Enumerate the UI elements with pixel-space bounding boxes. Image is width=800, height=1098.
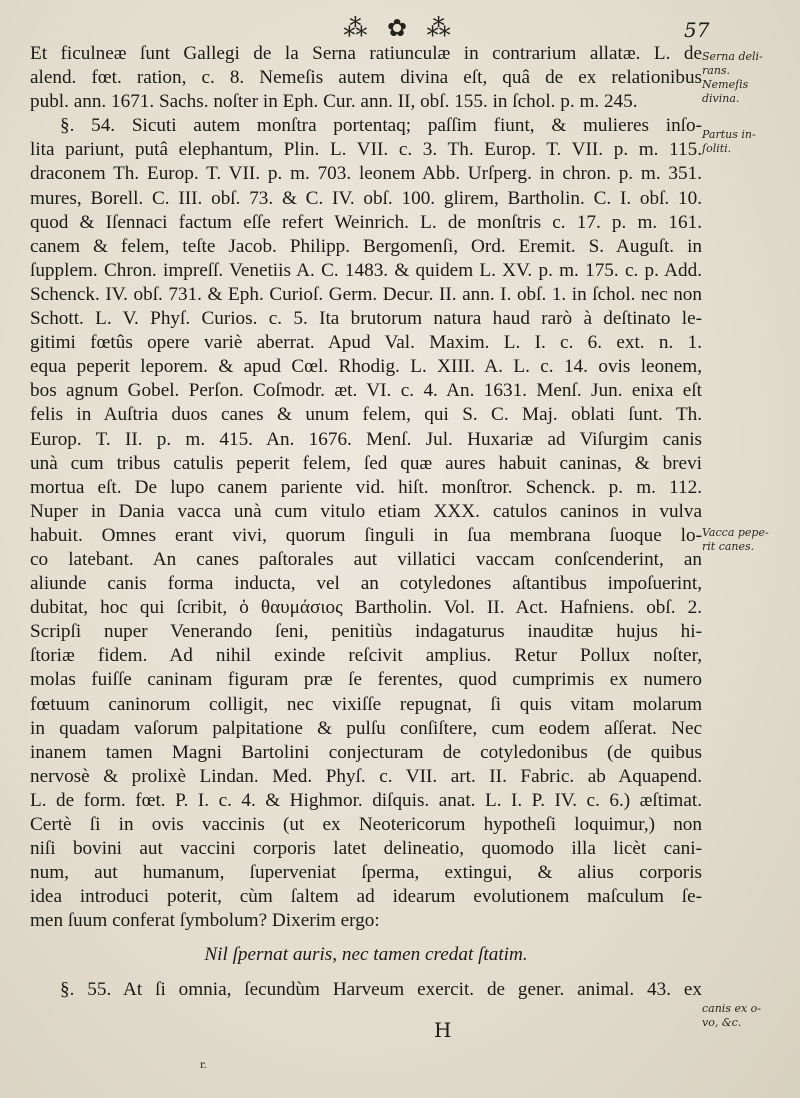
margin-note-line: rit canes. bbox=[702, 540, 755, 553]
margin-note-line: ſoliti. bbox=[702, 142, 732, 155]
margin-note-line: canis ex o- bbox=[702, 1002, 762, 1015]
stray-mark: r. bbox=[200, 1060, 207, 1071]
text-line: dubitat, hoc qui ſcribit, ὁ θαυμάσιος Bartholin. Vol. II. Act. Hafniens. obſ. 2. bbox=[30, 597, 702, 619]
text-line: aliunde canis forma inducta, vel an cotyledones aſtantibus impoſuerint, bbox=[30, 573, 702, 595]
text-line: nervosè & prolixè Lindan. Med. Phyſ. c. VII. art. II. Fabric. ab Aquapend. bbox=[30, 765, 702, 787]
margin-note-line: Serna deli- bbox=[702, 50, 763, 63]
text-line: publ. ann. 1671. Sachs. noſter in Eph. Cur. ann. II, obſ. 155. in ſchol. p. m. 245. bbox=[30, 91, 638, 113]
margin-note-line: divina. bbox=[702, 92, 740, 105]
text-line: canem & felem, teſte Jacob. Philipp. Bergomenſi, Ord. Eremit. S. Auguſt. in bbox=[30, 235, 702, 257]
text-line: Et ficulneæ ſunt Gallegi de la Serna ratiunculæ in contrarium allatæ. L. de bbox=[30, 43, 702, 64]
margin-note bbox=[702, 526, 796, 554]
text-line: fœtuum caninorum colligit, nec vixiſſe repugnat, ſi quis vitam molarum bbox=[30, 693, 702, 715]
text-line: co latebant. An canes paſtorales aut villatici vaccam conſcenderint, an bbox=[30, 548, 702, 570]
text-line: molas fuiſſe caninam figuram præ ſe ferentes, quod cumprimis ex numero bbox=[30, 669, 702, 691]
text-line: Certè ſi in ovis vaccinis (ut ex Neotericorum hypotheſi loquimur,) non bbox=[30, 814, 702, 835]
section-heading-line: §. 55. At ſi omnia, ſecundùm Harveum exercit. de gener. animal. 43. ex bbox=[60, 978, 702, 1000]
text-line: niſi bovini aut vaccini corporis latet delineatio, quomodo illa licèt cani- bbox=[30, 838, 702, 860]
text-line: felis in Auſtria duos canes & unum felem, qui S. C. Maj. oblati ſunt. Th. bbox=[30, 404, 702, 426]
text-line: draconem Th. Europ. T. VII. p. m. 703. leonem Abb. Urſperg. in chron. p. m. 351. bbox=[30, 163, 702, 185]
verse-quotation: Nil ſpernat auris, nec tamen credat ſtatim. bbox=[204, 944, 528, 966]
page-header bbox=[0, 12, 800, 42]
text-line: mortua eſt. De lupo canem pariente vid. hiſt. monſtror. Schenck. p. m. 112. bbox=[30, 476, 702, 498]
text-block bbox=[30, 42, 702, 1002]
text-line: alend. fœt. ration, c. 8. Nemeſis autem divina eſt, quâ de ex relationibus bbox=[30, 67, 702, 89]
margin-note bbox=[702, 128, 796, 156]
page-number: 57 bbox=[684, 18, 710, 42]
text-line: equa peperit leporem. & apud Cœl. Rhodig. L. XIII. A. L. c. 14. ovis leonem, bbox=[30, 356, 702, 378]
text-line: mures, Borell. C. III. obſ. 73. & C. IV. obſ. 100. glirem, Bartholin. C. I. obſ. 10. bbox=[30, 187, 702, 209]
text-line: lita pariunt, putâ elephantum, Plin. L. VII. c. 3. Th. Europ. T. VII. p. m. 115. bbox=[30, 139, 702, 161]
catchword-signature: H bbox=[434, 1018, 452, 1042]
text-line: ſupplem. Chron. impreſſ. Venetiis A. C. 1483. & quidem L. XV. p. m. 175. c. p. Add. bbox=[30, 259, 702, 281]
text-line: quod & Iſennaci factum eſſe refert Weinrich. L. de monſtris c. 17. p. m. 161. bbox=[30, 211, 702, 233]
text-line: ſtoriæ fidem. Ad nihil exinde reſcivit amplius. Retur Pollux noſter, bbox=[30, 645, 702, 667]
text-line: men ſuum conferat ſymbolum? Dixerim ergo: bbox=[30, 910, 380, 932]
margin-note-line: rans. bbox=[702, 64, 731, 77]
margin-note bbox=[702, 1002, 796, 1030]
text-line: unà cum tribus catulis peperit felem, ſed quæ aures habuit caninas, & brevi bbox=[30, 452, 702, 474]
text-line: in quadam vaſorum palpitatione & pulſu conſiſtere, cum eodem aſſerat. Nec bbox=[30, 717, 702, 739]
text-line: bos agnum Gobel. Perſon. Coſmodr. æt. VI. c. 4. An. 1631. Menſ. Jun. enixa eſt bbox=[30, 380, 702, 402]
text-line: num, aut humanum, ſuperveniat ſperma, extingui, & alius corporis bbox=[30, 862, 702, 884]
text-line: Schenck. IV. obſ. 731. & Eph. Curioſ. Germ. Decur. II. ann. I. obſ. 1. in ſchol. nec non bbox=[30, 283, 702, 305]
text-line: Schott. L. V. Phyſ. Curios. c. 5. Ita brutorum natura haud rarò à deſtinato le- bbox=[30, 308, 702, 330]
text-line: inanem tamen Magni Bartolini conjecturam de cotyledonibus (de quibus bbox=[30, 741, 702, 763]
margin-note-line: Nemeſis bbox=[702, 78, 749, 91]
text-line: Scripſi nuper Venerando ſeni, penitiùs indagaturus inauditæ hujus hi- bbox=[30, 621, 702, 643]
text-line: habuit. Omnes erant vivi, quorum ſinguli in ſua membrana ſuoque lo- bbox=[30, 524, 702, 546]
text-line: gitimi fœtûs opere variè aberrat. Apud Val. Maxim. L. I. c. 6. ext. n. 1. bbox=[30, 332, 702, 354]
margin-note bbox=[702, 50, 796, 106]
margin-note-line: vo, &c. bbox=[702, 1016, 742, 1029]
text-line: L. de form. fœt. P. I. c. 4. & Highmor. diſquis. anat. L. I. P. IV. c. 6.) æſtimat. bbox=[30, 789, 702, 811]
margin-note-line: Partus in- bbox=[702, 128, 756, 141]
ornament-headpiece: ⁂ ✿ ⁂ bbox=[343, 14, 457, 42]
text-line: idea introduci poterit, cùm ſaltem ad idearum evolutionem maſculum ſe- bbox=[30, 886, 702, 908]
text-line: Nuper in Dania vacca unà cum vitulo etiam XXX. catulos caninos in vulva bbox=[30, 500, 702, 522]
text-line: Europ. T. II. p. m. 415. An. 1676. Menſ. Jul. Huxariæ ad Viſurgim canis bbox=[30, 428, 702, 450]
margin-note-line: Vacca pepe- bbox=[702, 526, 769, 539]
section-heading-line: §. 54. Sicuti autem monſtra portentaq; paſſim fiunt, & mulieres inſo- bbox=[60, 115, 702, 137]
